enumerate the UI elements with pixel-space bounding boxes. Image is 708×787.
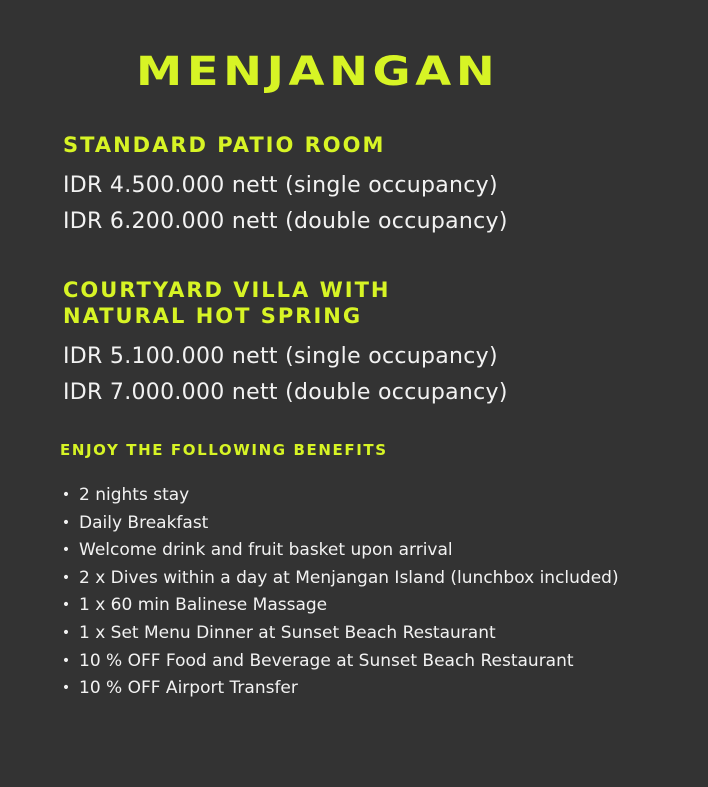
benefit-text: 2 nights stay xyxy=(79,485,190,505)
benefit-text: 1 x 60 min Balinese Massage xyxy=(79,595,328,616)
room-title-standard-patio: STANDARD PATIO ROOM xyxy=(63,133,386,157)
price-single-courtyard-villa: IDR 5.100.000 nett (single occupancy) xyxy=(63,344,498,369)
bullet-dot-icon: • xyxy=(61,569,71,586)
room-title-courtyard-villa-line-1: COURTYARD VILLA WITH xyxy=(63,278,391,302)
bullet-dot-icon: • xyxy=(61,680,71,697)
room-title-courtyard-villa-line-2: NATURAL HOT SPRING xyxy=(63,304,363,328)
benefit-text: 2 x Dives within a day at Menjangan Island (lunchbox included) xyxy=(79,567,619,588)
price-double-courtyard-villa: IDR 7.000.000 nett (double occupancy) xyxy=(63,380,508,405)
benefits-title: ENJOY THE FOLLOWING BENEFITS xyxy=(60,441,388,459)
benefit-item xyxy=(60,510,680,538)
bullet-dot-icon: • xyxy=(61,542,71,559)
bullet-dot-icon: • xyxy=(61,597,71,614)
page-title: MENJANGAN xyxy=(136,49,500,95)
benefits-list xyxy=(60,482,680,703)
benefit-text: Daily Breakfast xyxy=(79,512,209,533)
benefit-item xyxy=(60,648,680,676)
benefit-item xyxy=(60,482,680,510)
bullet-dot-icon: • xyxy=(61,652,71,669)
benefit-text: 1 x Set Menu Dinner at Sunset Beach Restaurant xyxy=(79,622,496,643)
benefit-text: 10 % OFF Food and Beverage at Sunset Beach Restaurant xyxy=(79,650,574,671)
benefit-item xyxy=(60,565,680,593)
benefit-item xyxy=(60,620,680,648)
bullet-dot-icon: • xyxy=(61,487,71,503)
benefit-text: Welcome drink and fruit basket upon arrival xyxy=(79,540,453,561)
benefit-item xyxy=(60,592,680,620)
bullet-dot-icon: • xyxy=(61,624,71,641)
benefit-text: 10 % OFF Airport Transfer xyxy=(79,678,298,699)
bullet-dot-icon: • xyxy=(61,514,71,531)
benefit-item xyxy=(60,675,680,703)
price-single-standard-patio: IDR 4.500.000 nett (single occupancy) xyxy=(63,173,498,198)
benefit-item xyxy=(60,537,680,565)
price-double-standard-patio: IDR 6.200.000 nett (double occupancy) xyxy=(63,209,508,234)
